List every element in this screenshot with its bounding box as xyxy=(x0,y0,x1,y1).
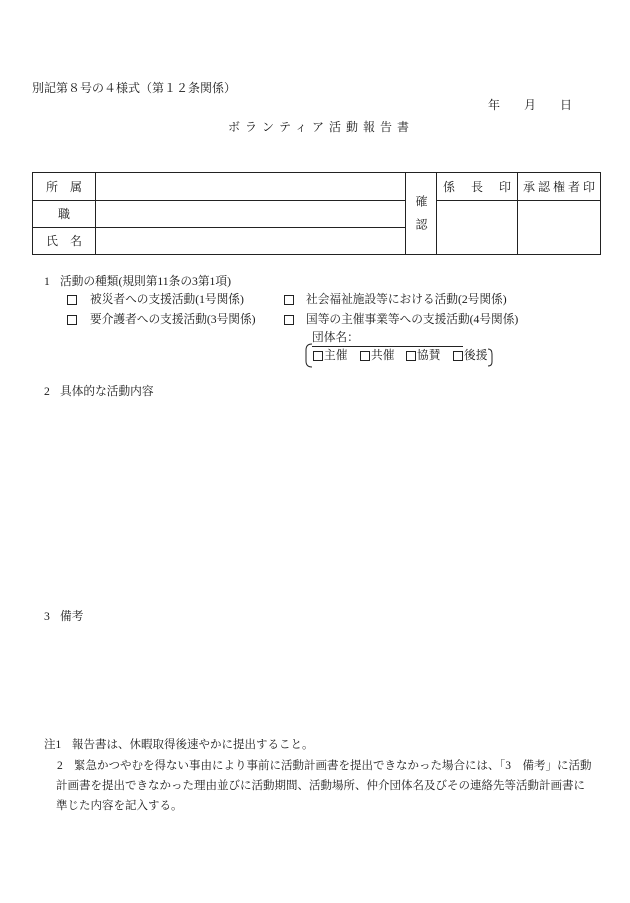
form-reference: 別記第８号の４様式（第１２条関係） xyxy=(32,81,237,95)
role-support: 後援 xyxy=(464,349,488,362)
confirm-cell xyxy=(406,173,437,255)
section2-number: 2 xyxy=(44,385,50,398)
checkbox-disaster-victims xyxy=(67,295,77,305)
organization-brackets xyxy=(300,338,500,374)
date-line: 年 月 日 xyxy=(488,98,573,112)
confirm-label: 確認 xyxy=(414,194,428,241)
approval-table xyxy=(32,172,601,255)
name-field xyxy=(96,228,406,255)
section1-title: 活動の種類(規則第11条の3第1項) xyxy=(60,275,231,288)
note1-label: 注1 xyxy=(44,739,62,751)
section-chief-stamp-box xyxy=(437,201,518,255)
note1-text: 報告書は、休暇取得後速やかに提出すること。 xyxy=(72,739,314,751)
section-chief-stamp-header: 係 長 印 xyxy=(437,173,518,201)
role-sponsor: 協賛 xyxy=(417,349,441,362)
option-public-events: 国等の主催事業等への支援活動(4号関係) xyxy=(306,313,519,326)
organization-name-label: 団体名： xyxy=(312,331,359,344)
bracket-left xyxy=(306,344,312,367)
note2-line2: 計画書を提出できなかった理由並びに活動期間、活動場所、仲介団体名及びその連絡先等活動計画書に xyxy=(56,780,585,792)
section3-number: 3 xyxy=(44,610,50,623)
section2-title: 具体的な活動内容 xyxy=(60,385,154,398)
position-field xyxy=(96,201,406,228)
approver-stamp-box xyxy=(518,201,601,255)
checkbox-welfare-facility xyxy=(284,295,294,305)
approver-stamp-header: 承認権者印 xyxy=(518,173,601,201)
role-host: 主催 xyxy=(324,349,348,362)
section3-title: 備考 xyxy=(60,610,84,623)
affiliation-label: 所 属 xyxy=(33,173,96,201)
checkbox-public-events xyxy=(284,315,294,325)
affiliation-field xyxy=(96,173,406,201)
bracket-right xyxy=(488,349,492,366)
note2-line1: 緊急かつやむを得ない事由により事前に活動計画書を提出できなかった場合には、「3 備考」に活動 xyxy=(74,760,592,772)
section1-number: 1 xyxy=(44,275,50,288)
note2-line3: 準じた内容を記入する。 xyxy=(56,800,183,812)
position-label: 職 xyxy=(33,201,96,228)
option-welfare-facility: 社会福祉施設等における活動(2号関係) xyxy=(306,293,507,306)
option-care-recipients: 要介護者への支援活動(3号関係) xyxy=(90,313,256,326)
note2-label: 2 xyxy=(57,760,63,772)
name-label: 氏 名 xyxy=(33,228,96,255)
page-title: ボランティア活動報告書 xyxy=(228,120,415,134)
option-disaster-victims: 被災者への支援活動(1号関係) xyxy=(90,293,244,306)
checkbox-care-recipients xyxy=(67,315,77,325)
role-cohost: 共催 xyxy=(371,349,395,362)
